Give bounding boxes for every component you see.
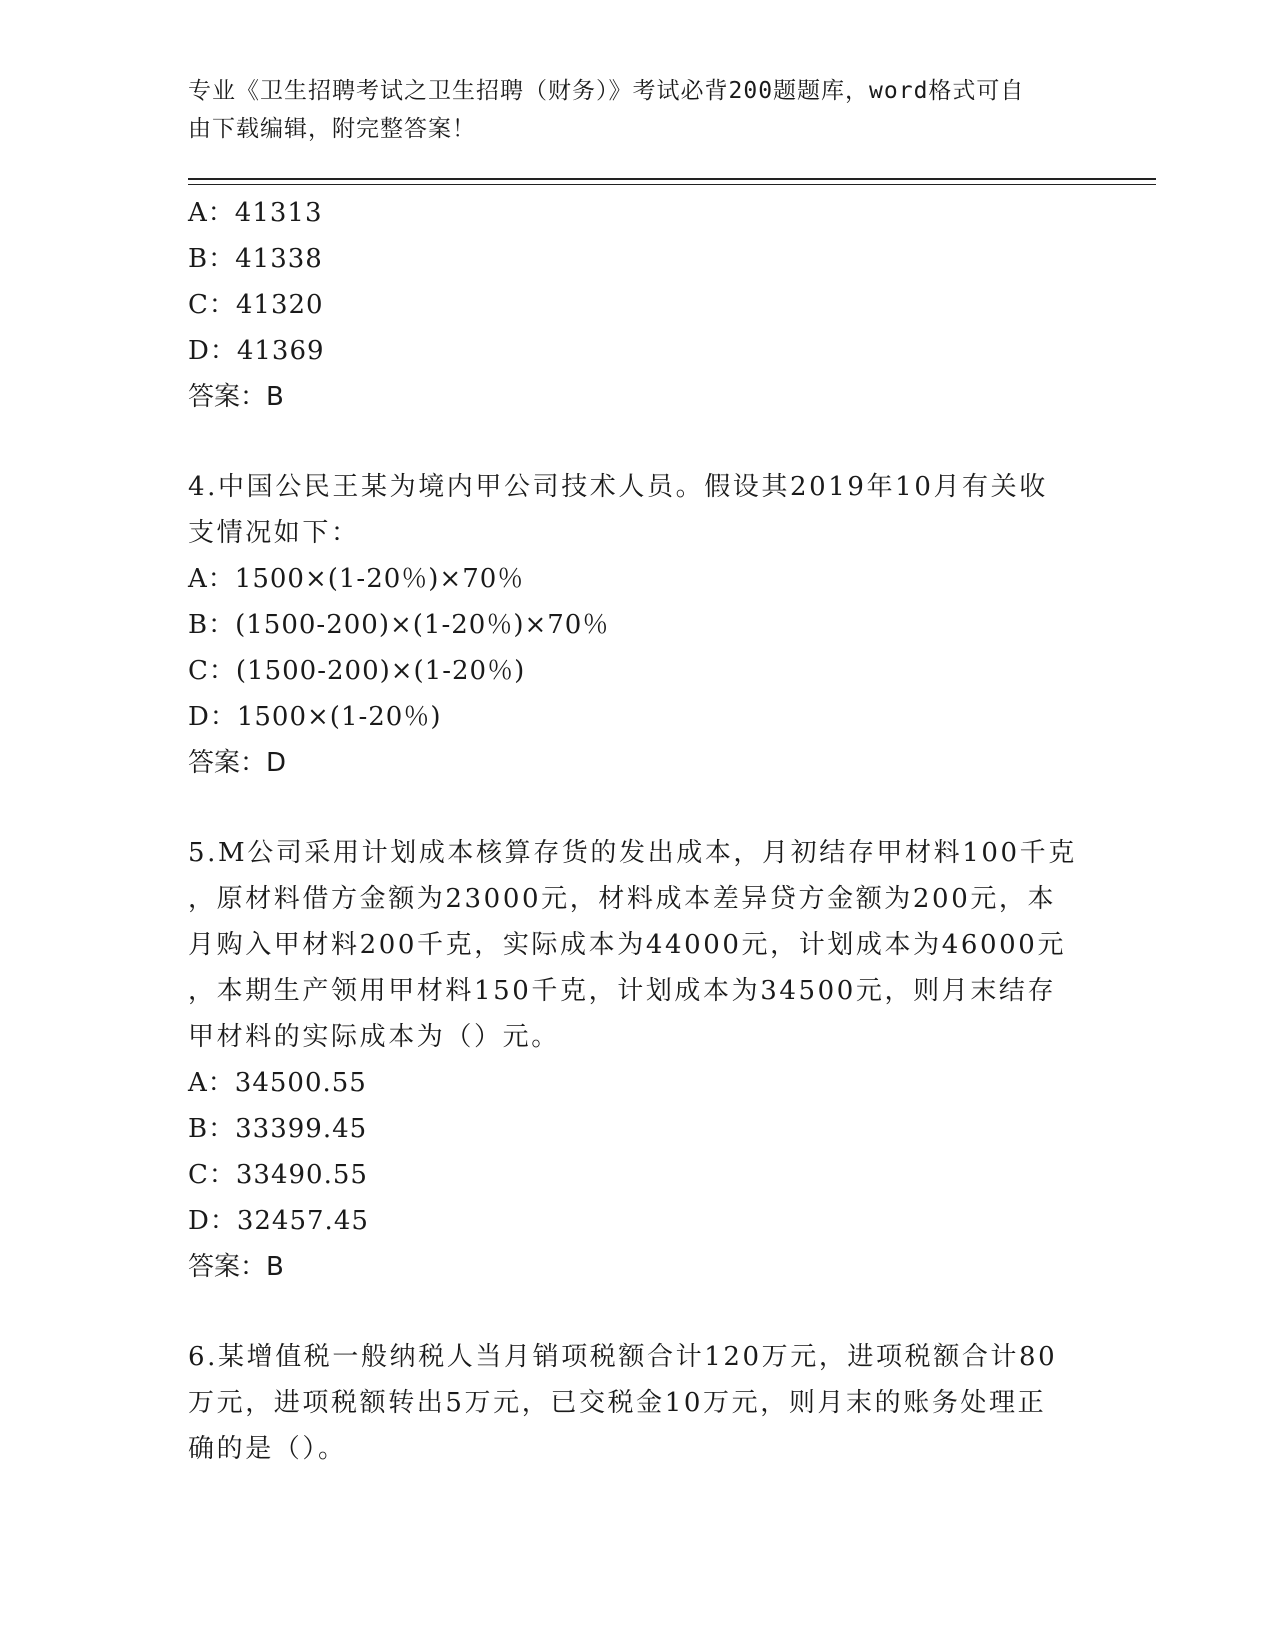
question-4 <box>188 464 1088 786</box>
question-3 <box>188 190 1088 420</box>
option-c: C：(1500-200)×(1-20％) <box>188 656 526 686</box>
spacer <box>188 786 1088 830</box>
option-d: D：1500×(1-20％) <box>188 702 442 732</box>
question-stem: 甲材料的实际成本为（）元。 <box>188 1022 560 1052</box>
option-c: C：41320 <box>188 290 324 320</box>
option-c: C：33490.55 <box>188 1160 368 1190</box>
option-b: B：41338 <box>188 244 323 274</box>
title-line: 由下载编辑，附完整答案！ <box>188 116 476 142</box>
option-a: A：41313 <box>188 198 323 228</box>
option-a: A：1500×(1-20％)×70％ <box>188 564 525 594</box>
option-d: D：41369 <box>188 336 325 366</box>
question-stem: 万元，进项税额转出5万元，已交税金10万元，则月末的账务处理正 <box>188 1388 1047 1418</box>
answer-line: 答案：B <box>188 382 284 412</box>
question-stem: 4.中国公民王某为境内甲公司技术人员。假设其2019年10月有关收 <box>188 472 1048 502</box>
question-list <box>188 190 1088 1472</box>
option-d: D：32457.45 <box>188 1206 369 1236</box>
question-6 <box>188 1334 1088 1472</box>
question-stem: ，本期生产领用甲材料150千克，计划成本为34500元，则月末结存 <box>188 976 1057 1006</box>
header-divider-thin <box>188 184 1156 185</box>
option-a: A：34500.55 <box>188 1068 367 1098</box>
question-stem: 确的是（）。 <box>188 1434 347 1464</box>
question-stem: ，原材料借方金额为23000元，材料成本差异贷方金额为200元，本 <box>188 884 1057 914</box>
question-5 <box>188 830 1088 1290</box>
answer-line: 答案：D <box>188 748 287 778</box>
question-stem: 5.M公司采用计划成本核算存货的发出成本，月初结存甲材料100千克 <box>188 838 1077 868</box>
title-line: 专业《卫生招聘考试之卫生招聘（财务）》考试必背200题题库，word格式可自 <box>188 78 1025 104</box>
spacer <box>188 420 1088 464</box>
spacer <box>188 1290 1088 1334</box>
option-b: B：(1500-200)×(1-20％)×70％ <box>188 610 610 640</box>
document-title <box>188 72 1068 148</box>
question-stem: 6.某增值税一般纳税人当月销项税额合计120万元，进项税额合计80 <box>188 1342 1058 1372</box>
question-stem: 支情况如下： <box>188 518 360 548</box>
question-stem: 月购入甲材料200千克，实际成本为44000元，计划成本为46000元 <box>188 930 1067 960</box>
answer-line: 答案：B <box>188 1252 284 1282</box>
header-divider <box>188 178 1156 180</box>
option-b: B：33399.45 <box>188 1114 368 1144</box>
